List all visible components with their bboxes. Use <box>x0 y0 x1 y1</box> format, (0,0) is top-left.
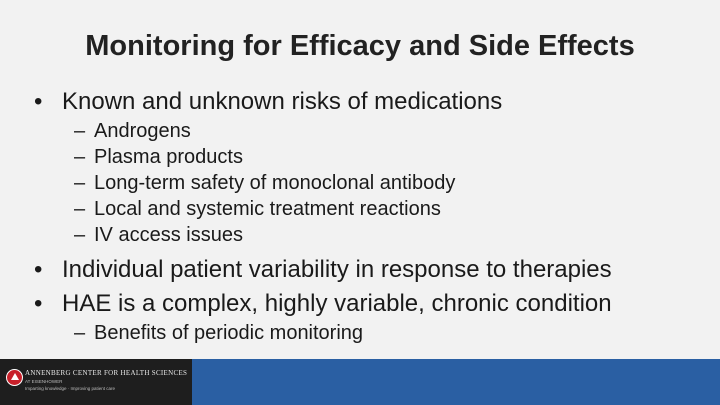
bullet-item <box>34 290 612 318</box>
bullet-dot: • <box>34 290 43 317</box>
sub-bullet-text: Plasma products <box>94 146 243 168</box>
bullet-dot: • <box>34 256 43 283</box>
sub-bullet-item <box>74 224 243 247</box>
sub-bullet-text: Long-term safety of monoclonal antibody <box>94 172 456 194</box>
logo-name: ANNENBERG CENTER FOR HEALTH SCIENCES <box>25 369 188 377</box>
sub-bullet-text: Androgens <box>94 120 191 142</box>
dash-marker: – <box>74 172 86 194</box>
bullet-item <box>34 256 612 284</box>
dash-marker: – <box>74 322 86 344</box>
logo-tagline: Imparting knowledge · Improving patient care <box>25 386 116 391</box>
sub-bullet-item <box>74 120 191 143</box>
bullet-text: Individual patient variability in response to therapies <box>62 256 612 283</box>
sub-bullet-item <box>74 198 441 221</box>
sub-bullet-item <box>74 322 363 345</box>
sub-bullet-item <box>74 146 243 169</box>
dash-marker: – <box>74 120 86 142</box>
sub-bullet-text: IV access issues <box>94 224 243 246</box>
logo-emblem-icon <box>6 369 23 386</box>
sub-bullet-text: Local and systemic treatment reactions <box>94 198 441 220</box>
sub-bullet-item <box>74 172 455 195</box>
bullet-dot: • <box>34 88 43 115</box>
slide-title: Monitoring for Efficacy and Side Effects <box>85 30 635 62</box>
logo-subtitle: AT EISENHOWER <box>25 379 63 384</box>
bullet-item <box>34 88 502 116</box>
dash-marker: – <box>74 198 86 220</box>
bullet-text: HAE is a complex, highly variable, chronic condition <box>62 290 612 317</box>
sub-bullet-text: Benefits of periodic monitoring <box>94 322 364 344</box>
footer-logo <box>0 359 192 405</box>
dash-marker: – <box>74 224 86 246</box>
dash-marker: – <box>74 146 86 168</box>
bullet-text: Known and unknown risks of medications <box>62 88 503 115</box>
